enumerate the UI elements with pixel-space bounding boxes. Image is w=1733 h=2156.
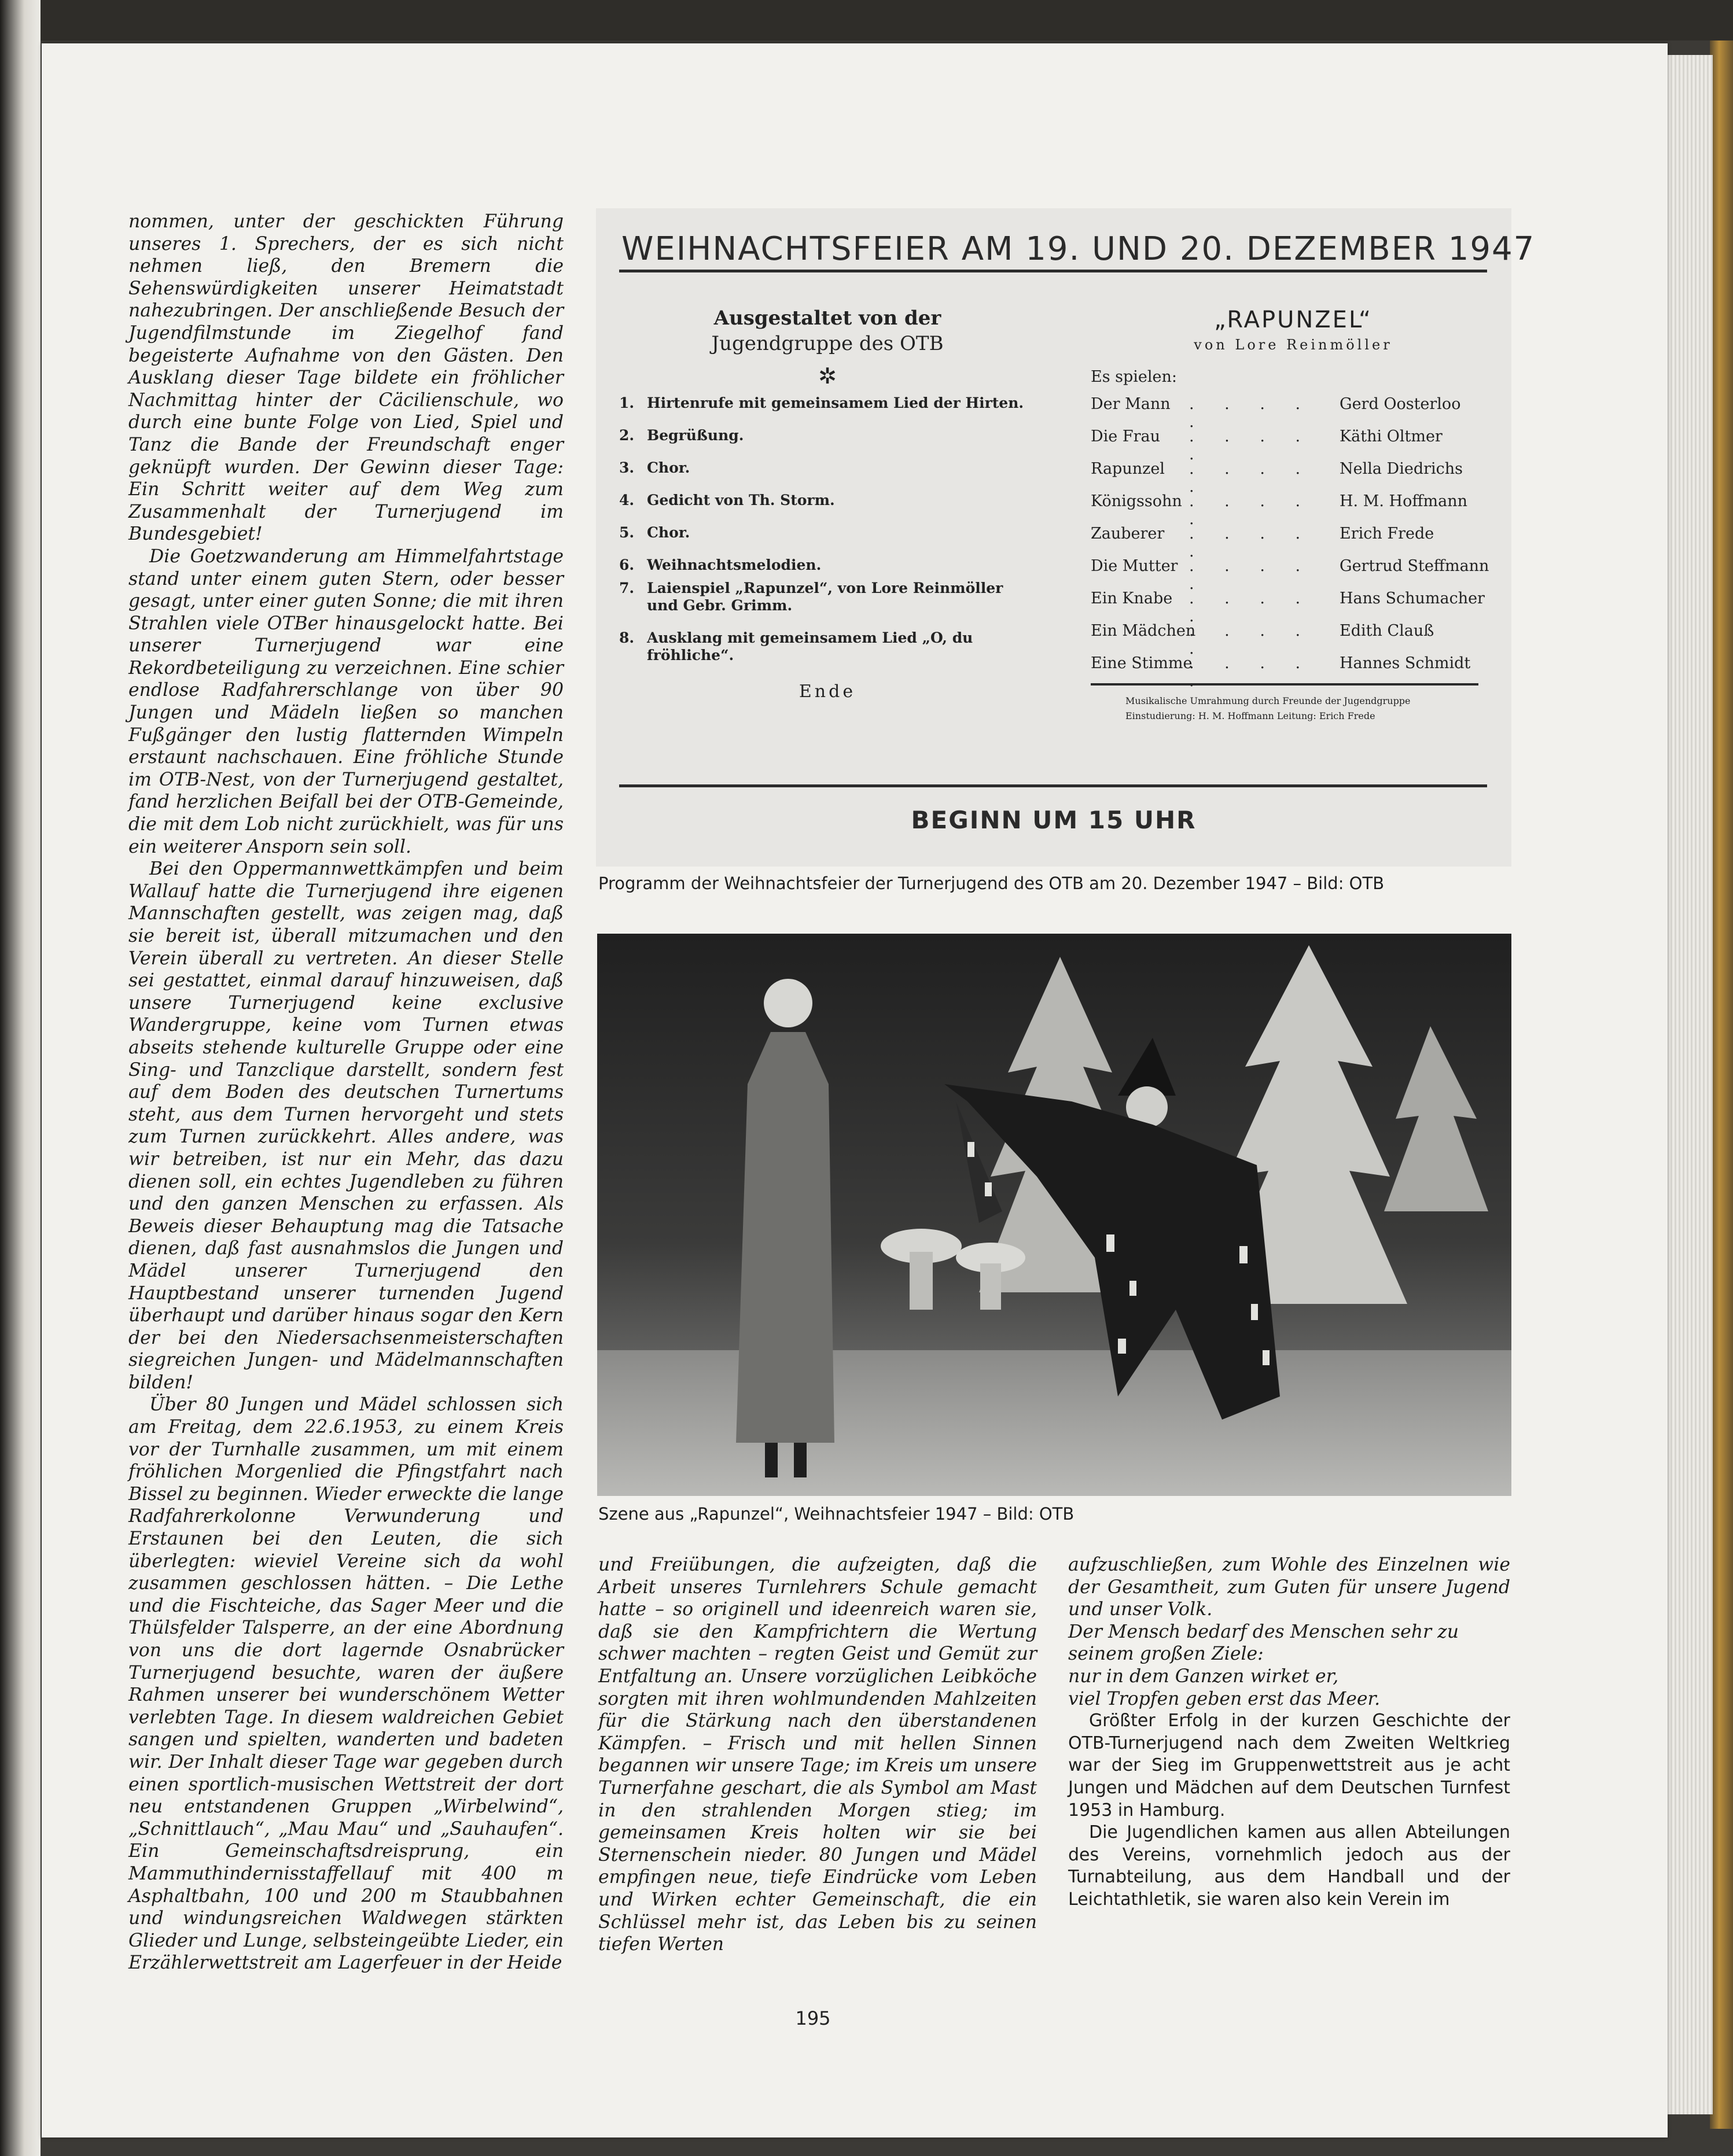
program-order [619,307,1036,702]
program-item: 1. Hirtenrufe mit gemeinsamem Lied der Hirten. [619,395,1024,411]
end-label: Ende [799,681,856,702]
paragraph: Die Jugendlichen kamen aus allen Abteilungen des Vereins, vornehmlich jedoch aus der Turnabteilung, aus dem Handball und der Leichtathletik, sie waren also kein Verein im [1068,1822,1510,1910]
rapunzel-scene-photo [597,934,1511,1496]
program-item: 7. Laienspiel „Rapunzel“, von Lore Reinmöller und Gebr. Grimm. [619,580,1003,614]
cast-list [1091,307,1496,724]
cast-row: Ein Mädchen . . . . . Edith Clauß [1091,622,1434,658]
divider [619,270,1487,272]
divider [619,784,1487,787]
poem-line: seinem großen Ziele: [1068,1643,1264,1665]
page-number: 195 [795,2007,831,2029]
start-time: BEGINN UM 15 UHR [911,806,1197,834]
poem-line: viel Tropfen geben erst das Meer. [1068,1688,1381,1709]
left-text-column [128,211,564,1974]
book-cover-edge [1710,40,1733,2129]
paragraph: Die Goetzwanderung am Himmelfahrtstage stand unter einem guten Stern, oder besser gesagt, unter einer guten Sonne; die mit ihren Strahlen viele OTBer hinausgelockt hatte. Bei unserer Turnerjugend war eine Rekordbeteiligung zu verzeichnen. Eine schier endlose Radfahrerschlange von über 90 Jungen und Mädeln ließen so manchen Fußgänger den lustig flatternden Wimpeln erstaunt nachschauen. Eine fröhliche Stunde im OTB-Nest, von der Turnerjugend gestaltet, fand herzlichen Beifall bei der OTB-Gemeinde, die mit dem Lob nicht zurückhielt, was für uns ein weiterer Ansporn sein soll. [128,546,564,857]
star-ornament-icon: ✲ [818,363,837,389]
program-item: 5. Chor. [619,524,690,541]
background [0,0,1733,40]
cast-heading: Es spielen: [1091,368,1178,386]
paragraph: nommen, unter der geschickten Führung unseres 1. Sprechers, der es sich nicht nehmen ließ, den Bremern die Sehenswürdigkeiten unserer Heimatstadt nahezubringen. Der anschließende Besuch der Jugendfilmstunde im Ziegelhof fand begeisterte Aufnahme von den Gästen. Den Ausklang dieser Tage bildete ein fröhlicher Nachmittag hinter der Cäcilienschule, wo durch eine bunte Folge von Lied, Spiel und Tanz die Bande der Freundschaft enger geknüpft wurden. Der Gewinn dieser Tage: Ein Schritt weiter auf dem Weg zum Zusammenhalt der Turnerjugend im Bundesgebiet! [128,211,564,545]
paragraph: Bei den Oppermannwettkämpfen und beim Wallauf hatte die Turnerjugend ihre eigenen Mannschaften gestellt, was zeigen mag, daß sie bereit ist, überall mitzumachen und den Verein überall zu vertreten. An dieser Stelle sei gestattet, einmal darauf hinzuweisen, daß unsere Turnerjugend keine exclusive Wandergruppe, keine vom Turnen etwas abseits stehende kulturelle Gruppe oder eine Sing- und Tanzclique darstellt, sondern fest auf dem Boden des deutschen Turnertums steht, aus dem Turnen hervorgeht und stets zum Turnen zurückkehrt. Alles andere, was wir betreiben, ist nur ein Mehr, das dazu dienen soll, ein echtes Jugendleben zu führen und den ganzen Menschen zu erfassen. Als Beweis dieser Behauptung mag die Tatsache dienen, daß fast ausnahmslos die Jungen und Mädel unserer Turnerjugend den Hauptbestand unserer turnenden Jugend überhaupt und darüber hinaus sogar den Kern der bei den Niedersachsenmeisterschaften siegreichen Jungen- und Mädelmannschaften bilden! [128,858,564,1393]
credits: Musikalische Umrahmung durch Freunde der Jugendgruppe Einstudierung: H. M. Hoffmann Leitung: Erich Frede [1125,695,1411,721]
paragraph: und Freiübungen, die aufzeigten, daß die Arbeit unseres Turnlehrers Schule gemacht hatte – so originell und ideenreich waren sie, daß sie den Kampfrichtern die Wertung schwer machten – regten Geist und Gemüt zur Entfaltung an. Unsere vorzüglichen Leibköche sorgten mit ihren wohlmundenden Mahlzeiten für die Stärkung nach den überstandenen Kämpfen. – Frisch und mit hellen Sinnen begannen wir unsere Tage; im Kreis um unsere Turnerfahne geschart, die als Symbol am Mast in den strahlenden Morgen stieg; im gemeinsamen Kreis holten wir sie bei Sternenschein nieder. 80 Jungen und Mädel empfingen neue, tiefe Eindrücke vom Leben und Wirken echter Gemeinschaft, die ein Schlüssel mehr ist, das Leben bis zu seinen tiefen Werten [598,1554,1037,1955]
program-item: 4. Gedicht von Th. Storm. [619,492,835,508]
program-item: 6. Weihnachtsmelodien. [619,556,822,573]
program-item: 3. Chor. [619,459,690,476]
paragraph: Über 80 Jungen und Mädel schlossen sich am Freitag, dem 22.6.1953, zu einem Kreis vor der Turnhalle zusammen, um mit einem fröhlichen Morgenlied die Pfingstfahrt nach Bissel zu beginnen. Wieder erweckte die lange Radfahrerkolonne Verwunderung und Erstaunen bei den Leuten, die sich überlegten: wieviel Vereine sich da wohl zusammen geschlossen hätten. – Die Lethe und die Fischteiche, das Sager Meer und die Thülsfelder Talsperre, an der eine Abordnung von uns die dort lagernde Osnabrücker Turnerjugend besuchte, waren der äußere Rahmen unserer bei wunderschönem Wetter verlebten Tage. In diesem waldreichen Gebiet sangen und spielten, wanderten und badeten wir. Der Inhalt dieser Tage war gegeben durch einen sportlich-musischen Wettstreit der dort neu entstandenen Gruppen „Wirbelwind“, „Schnittlauch“, „Mau Mau“ und „Sauhaufen“. Ein Gemeinschaftsdreisprung, ein Mammuthindernisstaffellauf mit 400 m Asphaltbahn, 100 und 200 m Staubbahnen und windungsreichen Waldwegen stärkten Glieder und Lunge, selbsteingeübte Lieder, ein Erzählerwettstreit am Lagerfeuer in der Heide [128,1394,564,1974]
cast-row: Rapunzel . . . . . Nella Diedrichs [1091,460,1463,496]
cast-row: Königssohn . . . . . H. M. Hoffmann [1091,492,1467,528]
stage-scene-illustration [597,934,1511,1496]
program-caption: Programm der Weihnachtsfeier der Turnerjugend des OTB am 20. Dezember 1947 – Bild: OTB [598,874,1385,893]
poem-line: Der Mensch bedarf des Menschen sehr zu [1068,1621,1459,1642]
cast-row: Ein Knabe . . . . . Hans Schumacher [1091,589,1485,625]
program-title: WEIHNACHTSFEIER AM 19. UND 20. DEZEMBER 1947 [621,230,1536,268]
program-item: 2. Begrüßung. [619,427,744,444]
paragraph: aufzuschließen, zum Wohle des Einzelnen wie der Gesamtheit, zum Guten für unsere Jugend und unser Volk. [1068,1554,1510,1620]
program-flyer-image [596,208,1536,867]
middle-text-column [598,1554,1037,1956]
play-title: „RAPUNZEL“ [1214,307,1373,333]
cast-row: Der Mann . . . . . Gerd Oosterloo [1091,395,1461,431]
photo-caption: Szene aus „Rapunzel“, Weihnachtsfeier 1947 – Bild: OTB [598,1504,1075,1524]
book-gutter [0,0,41,2156]
cast-row: Zauberer . . . . . Erich Frede [1091,525,1434,561]
cast-row: Die Mutter . . . . . Gertrud Steffmann [1091,557,1489,593]
poem-line: nur in dem Ganzen wirket er, [1068,1665,1339,1687]
right-text-column [1068,1554,1510,1911]
cast-row: Die Frau . . . . . Käthi Oltmer [1091,427,1443,463]
page-edges [1666,55,1713,2114]
paragraph: Größter Erfolg in der kurzen Geschichte der OTB-Turnerjugend nach dem Zweiten Weltkrieg war der Sieg im Gruppenwettstreit aus je acht Jungen und Mädchen auf dem Deutschen Turnfest 1953 in Hamburg. [1068,1711,1510,1820]
play-author: von Lore Reinmöller [1194,337,1393,353]
organizer-line: Jugendgruppe des OTB [711,332,944,355]
organizer-line: Ausgestaltet von der [713,307,941,330]
program-item: 8. Ausklang mit gemeinsamem Lied „O, du fröhliche“. [619,629,973,664]
cast-row: Eine Stimme . . . . . Hannes Schmidt [1091,654,1471,690]
